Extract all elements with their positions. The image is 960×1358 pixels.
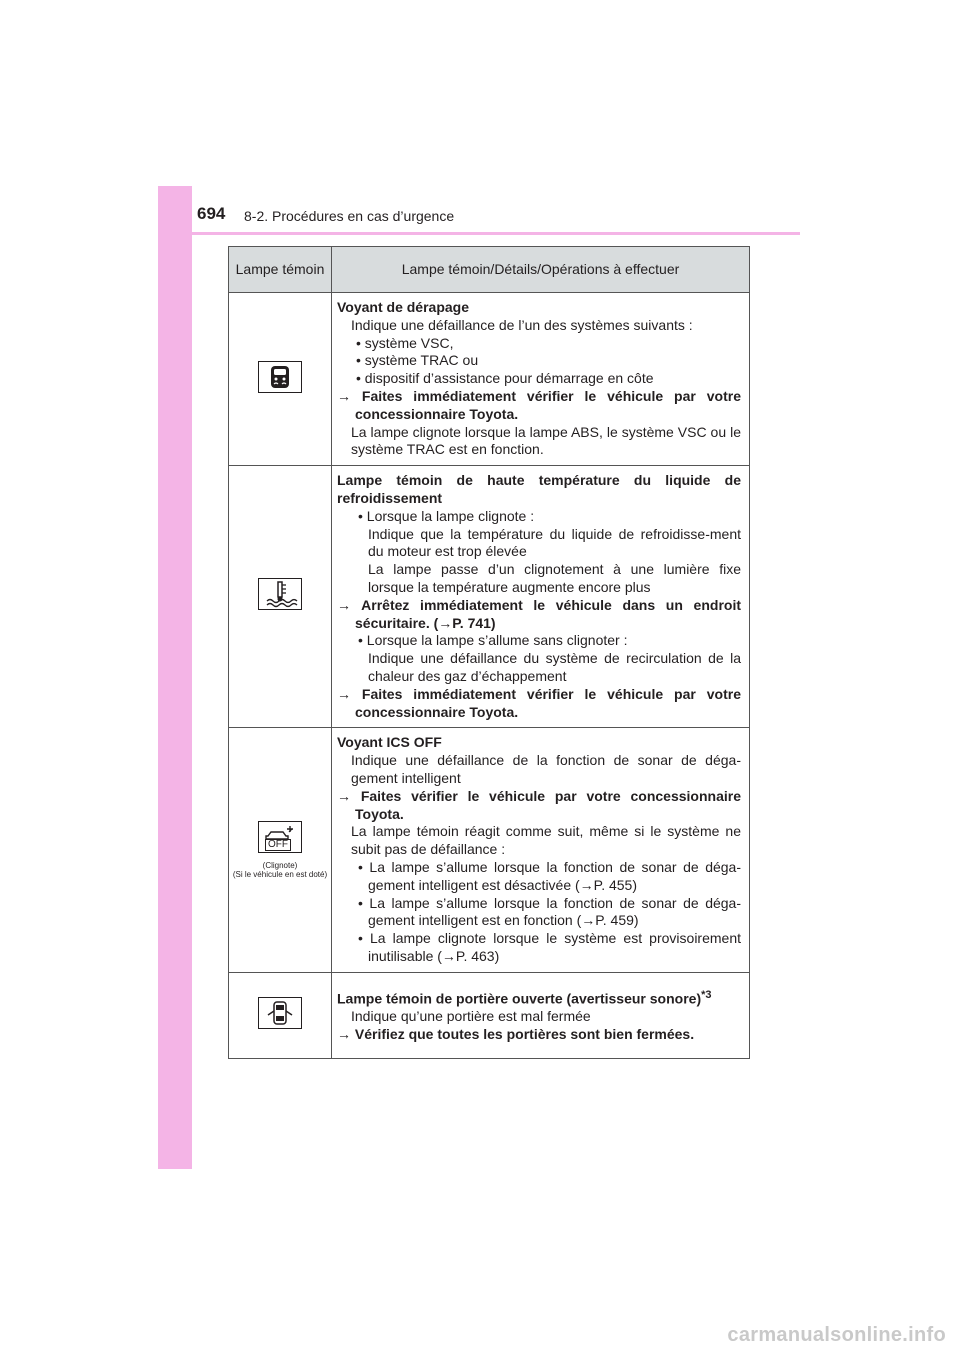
chapter-color-band [158, 186, 192, 1169]
details-cell [332, 972, 750, 1058]
details-cell [332, 728, 750, 972]
list-item: • système VSC, [356, 334, 454, 351]
table-row [229, 728, 750, 972]
column-header-lamp: Lampe témoin [229, 247, 332, 293]
arrow-icon: → [337, 787, 351, 804]
list-item-text: La lampe passe d’un clignotement à une lumière fixe lorsque la température augmente encore plus [368, 561, 741, 595]
lamp-cell [229, 728, 332, 972]
column-header-details: Lampe témoin/Détails/Opérations à effectuer [332, 247, 750, 293]
arrow-icon: → [337, 1025, 351, 1042]
action-text: Faites immédiatement vérifier le véhicule par votre concessionnaire Toyota. [355, 387, 741, 422]
row-title: Voyant de dérapage [337, 299, 470, 315]
row-title: Lampe témoin de haute température du liquide de refroidissement [337, 472, 741, 506]
list-item: • La lampe s’allume lorsque la fonction de sonar de déga-gement intelligent est désactivée (→P. 455) [358, 858, 741, 893]
ics-off-icon [258, 821, 302, 853]
action-line [337, 388, 741, 424]
table-row [229, 466, 750, 728]
row-title: Voyant ICS OFF [337, 734, 442, 751]
table-row [229, 972, 750, 1058]
action-text: Faites immédiatement vérifier le véhicule par votre concessionnaire Toyota. [355, 685, 741, 720]
arrow-icon: → [337, 685, 351, 702]
table-row [229, 293, 750, 466]
action-text: Vérifiez que toutes les portières sont bien fermées. [354, 1025, 695, 1042]
warning-lamp-table [228, 246, 750, 1059]
action-line [337, 597, 741, 633]
action-line [337, 1026, 741, 1044]
lamp-cell [229, 466, 332, 728]
action-line [337, 686, 741, 722]
row-title: Lampe témoin de portière ouverte (avertisseur sonore) [337, 990, 702, 1007]
chapter-title: 8-2. Procédures en cas d’urgence [244, 208, 455, 224]
header-rule [158, 232, 800, 235]
action-line [337, 788, 741, 824]
row-note: La lampe témoin réagit comme suit, même si le système ne subit pas de défaillance : [351, 823, 741, 858]
lamp-cell [229, 972, 332, 1058]
ics-off-label: OFF [265, 839, 291, 851]
details-cell [332, 293, 750, 466]
list-item: • système TRAC ou [356, 352, 479, 369]
watermark: carmanualsonline.info [727, 1324, 946, 1346]
list-item: • Lorsque la lampe clignote : [358, 507, 535, 524]
row-intro: Indique une défaillance de l’un des systèmes suivants : [351, 316, 693, 333]
list-item: • dispositif d’assistance pour démarrage en côte [356, 370, 654, 387]
row-intro: Indique une défaillance de la fonction de sonar de déga-gement intelligent [351, 752, 741, 786]
action-text: Faites vérifier le véhicule par votre concessionnaire Toyota. [355, 787, 741, 822]
list-item: • Lorsque la lampe s’allume sans clignoter : [358, 632, 628, 649]
lamp-caption: (Clignote) (Si le véhicule en est doté) [232, 861, 328, 879]
footnote-marker: *3 [701, 988, 712, 1001]
list-item-text: Indique que la température du liquide de refroidisse-ment du moteur est trop élevée [368, 525, 741, 560]
coolant-temperature-icon [258, 578, 302, 610]
list-item-text: Indique une défaillance du système de recirculation de la chaleur des gaz d’échappement [368, 650, 741, 684]
vehicle-skid-icon [258, 361, 302, 393]
page-number: 694 [197, 204, 226, 223]
details-cell [332, 466, 750, 728]
table-header-row [229, 247, 750, 293]
list-item: • La lampe clignote lorsque le système est provisoirement inutilisable (→P. 463) [358, 930, 741, 964]
lamp-cell [229, 293, 332, 466]
door-open-icon [258, 997, 302, 1029]
arrow-icon: → [337, 387, 351, 404]
row-note: La lampe clignote lorsque la lampe ABS, le système VSC ou le système TRAC est en fonction. [351, 423, 741, 458]
arrow-icon: → [337, 596, 351, 613]
list-item: • La lampe s’allume lorsque la fonction de sonar de déga-gement intelligent est en fonction (→P. 459) [358, 894, 741, 929]
action-text: Arrêtez immédiatement le véhicule dans un endroit sécuritaire. (→P. 741) [355, 596, 742, 631]
row-intro: Indique qu’une portière est mal fermée [351, 1008, 591, 1025]
